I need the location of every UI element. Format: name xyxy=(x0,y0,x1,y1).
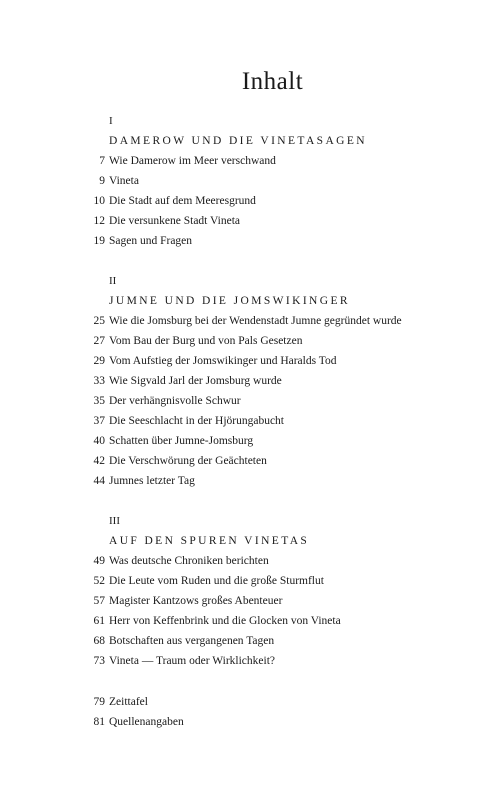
toc-page-number: 35 xyxy=(93,395,105,407)
toc-section-1 xyxy=(86,111,466,251)
toc-entry xyxy=(86,351,466,371)
toc-page-number: 79 xyxy=(93,696,105,708)
toc-entry-title: Sagen und Fragen xyxy=(109,235,193,247)
toc-entry xyxy=(86,331,466,351)
toc-entry-title: Wie die Jomsburg bei der Wendenstadt Jumne gegründet wurde xyxy=(109,315,402,327)
toc-appendix xyxy=(86,692,466,732)
toc-entry-title: Die Stadt auf dem Meeresgrund xyxy=(109,195,256,207)
toc-page-number: 7 xyxy=(99,155,105,167)
toc-page-number: 9 xyxy=(99,175,105,187)
toc-entry xyxy=(86,151,466,171)
toc-entry xyxy=(86,611,466,631)
toc-entry xyxy=(86,712,466,732)
toc-page-number: 44 xyxy=(93,475,105,487)
section-spacer xyxy=(86,251,466,271)
toc-entry-title: Die Leute vom Ruden und die große Sturmflut xyxy=(109,575,324,587)
section-spacer xyxy=(86,491,466,511)
toc-entry-title: Vom Aufstieg der Jomswikinger und Haralds Tod xyxy=(109,355,337,367)
toc-entry xyxy=(86,571,466,591)
toc-entry xyxy=(86,591,466,611)
toc-section-3 xyxy=(86,511,466,671)
toc-entry-title: Die versunkene Stadt Vineta xyxy=(109,215,240,227)
toc-entry xyxy=(86,371,466,391)
toc-entry xyxy=(86,231,466,251)
toc-entry-title: Die Seeschlacht in der Hjörungabucht xyxy=(109,415,284,427)
table-of-contents xyxy=(86,111,466,732)
toc-page-number: 37 xyxy=(93,415,105,427)
toc-page-number: 73 xyxy=(93,655,105,667)
toc-page-number: 25 xyxy=(93,315,105,327)
toc-entry-title: Wie Damerow im Meer verschwand xyxy=(109,155,276,167)
toc-entry xyxy=(86,391,466,411)
toc-page-number: 52 xyxy=(93,575,105,587)
toc-entry xyxy=(86,311,466,331)
toc-entry xyxy=(86,411,466,431)
toc-page-number: 49 xyxy=(93,555,105,567)
toc-entry-title: Vineta xyxy=(109,175,139,187)
toc-page-number: 27 xyxy=(93,335,105,347)
toc-entry-title: Vom Bau der Burg und von Pals Gesetzen xyxy=(109,335,303,347)
toc-entry-title: Der verhängnisvolle Schwur xyxy=(109,395,241,407)
toc-entry-title: Zeittafel xyxy=(109,696,148,708)
toc-entry xyxy=(86,451,466,471)
toc-page-number: 10 xyxy=(93,195,105,207)
toc-entry-title: Herr von Keffenbrink und die Glocken von Vineta xyxy=(109,615,341,627)
section-numeral: III xyxy=(109,515,120,527)
section-heading: JUMNE UND DIE JOMSWIKINGER xyxy=(109,295,350,307)
toc-entry-title: Die Verschwörung der Geächteten xyxy=(109,455,267,467)
toc-entry-title: Schatten über Jumne-Jomsburg xyxy=(109,435,254,447)
toc-page-number: 42 xyxy=(93,455,105,467)
toc-page-number: 33 xyxy=(93,375,105,387)
toc-section-2 xyxy=(86,271,466,491)
toc-entry-title: Vineta — Traum oder Wirklichkeit? xyxy=(109,655,275,667)
toc-page-number: 57 xyxy=(93,595,105,607)
toc-entry-title: Quellenangaben xyxy=(109,716,184,728)
toc-page-number: 29 xyxy=(93,355,105,367)
toc-entry xyxy=(86,191,466,211)
section-heading: AUF DEN SPUREN VINETAS xyxy=(109,535,310,547)
section-numeral: II xyxy=(109,275,117,287)
toc-entry xyxy=(86,692,466,712)
toc-entry-title: Wie Sigvald Jarl der Jomsburg wurde xyxy=(109,375,282,387)
toc-entry-title: Was deutsche Chroniken berichten xyxy=(109,555,269,567)
toc-entry xyxy=(86,171,466,191)
toc-page-number: 61 xyxy=(93,615,105,627)
toc-entry xyxy=(86,431,466,451)
toc-entry-title: Botschaften aus vergangenen Tagen xyxy=(109,635,275,647)
toc-page-number: 40 xyxy=(93,435,105,447)
page-title: Inhalt xyxy=(241,68,304,95)
section-heading: DAMEROW UND DIE VINETASAGEN xyxy=(109,135,367,147)
toc-entry xyxy=(86,211,466,231)
toc-entry xyxy=(86,651,466,671)
toc-entry xyxy=(86,471,466,491)
toc-page-number: 81 xyxy=(93,716,105,728)
toc-page-number: 12 xyxy=(93,215,105,227)
toc-entry-title: Magister Kantzows großes Abenteuer xyxy=(109,595,283,607)
toc-page-number: 68 xyxy=(93,635,105,647)
toc-page-number: 19 xyxy=(93,235,105,247)
toc-entry xyxy=(86,551,466,571)
section-numeral: I xyxy=(109,115,113,127)
toc-entry-title: Jumnes letzter Tag xyxy=(109,475,195,487)
toc-entry xyxy=(86,631,466,651)
